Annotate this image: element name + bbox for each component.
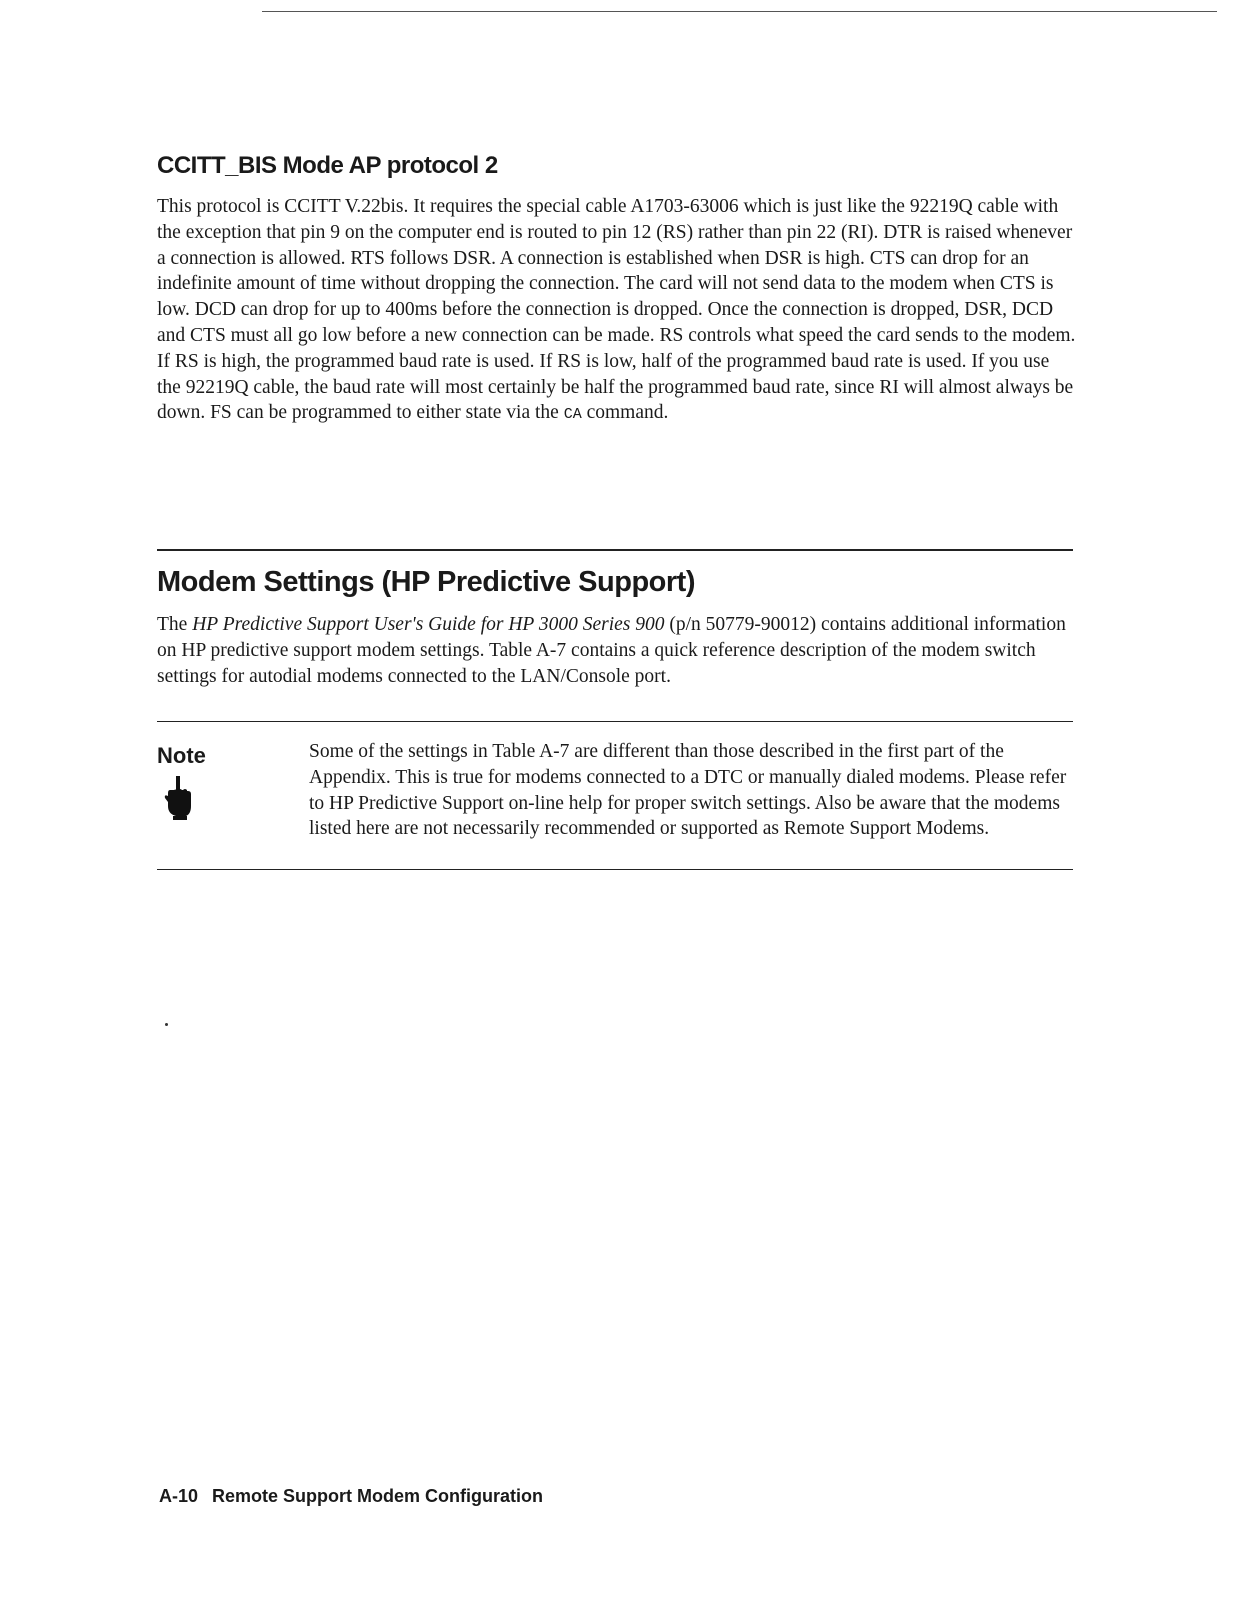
page-number: A-10: [159, 1486, 199, 1506]
protocol-description-text: This protocol is CCITT V.22bis. It requires the special cable A1703-63006 which is just like the 92219Q cable with the exception that pin 9 on the computer end is routed to pin 12 (RS) rather than pin 22 (RI). DTR is raised whenever a connection is allowed. RTS follows DSR. A connection is established when DSR is high. CTS can drop for an indefinite amount of time without dropping the connection. The card will not send data to the modem when CTS is low. DCD can drop for up to 400ms before the connection is dropped. Once the connection is dropped, DSR, DCD and CTS must all go low before a new connection can be made. RS controls what speed the card sends to the modem. If RS is high, the programmed baud rate is used. If RS is low, half of the programmed baud rate is used. If you use the 92219Q cable, the baud rate will most certainly be half the programmed baud rate, since RI will almost always be down. FS can be programmed to either state via the: [157, 196, 1076, 424]
section-heading-ccitt-bis: CCITT_BIS Mode AP protocol 2: [157, 152, 498, 179]
protocol-description-paragraph: [157, 194, 1077, 428]
modem-settings-paragraph: [157, 612, 1077, 689]
command-code: CA: [563, 406, 582, 424]
stray-mark: [165, 1023, 168, 1026]
modem-settings-text: (p/n 50779-90012) contains additional information on HP predictive support modem settings. Table A-7 contains a quick reference description of the modem switch settings for autodial modems connected to the LAN/Console port.: [157, 614, 1066, 687]
protocol-description-end: command.: [586, 402, 669, 424]
modem-settings-lead: The: [157, 614, 188, 635]
note-text: Some of the settings in Table A-7 are different than those described in the first part of the Appendix. This is true for modems connected to a DTC or manually dialed modems. Please refer to HP Predictive Support on-line help for proper switch settings. Also be aware that the modems listed here are not necessarily recommended or supported as Remote Support Modems.: [309, 741, 1067, 840]
guide-title: HP Predictive Support User's Guide for HP 3000 Series 900: [192, 614, 665, 635]
note-bottom-rule: [157, 869, 1073, 870]
chapter-title: Remote Support Modem Configuration: [212, 1486, 543, 1506]
note-top-rule: [157, 721, 1073, 722]
section-heading-modem-settings: Modem Settings (HP Predictive Support): [157, 566, 695, 598]
section-divider: [157, 549, 1073, 551]
top-rule: [262, 11, 1217, 12]
page-footer: [159, 1486, 543, 1507]
note-label: Note: [157, 743, 206, 768]
pointing-hand-icon: [164, 776, 194, 820]
